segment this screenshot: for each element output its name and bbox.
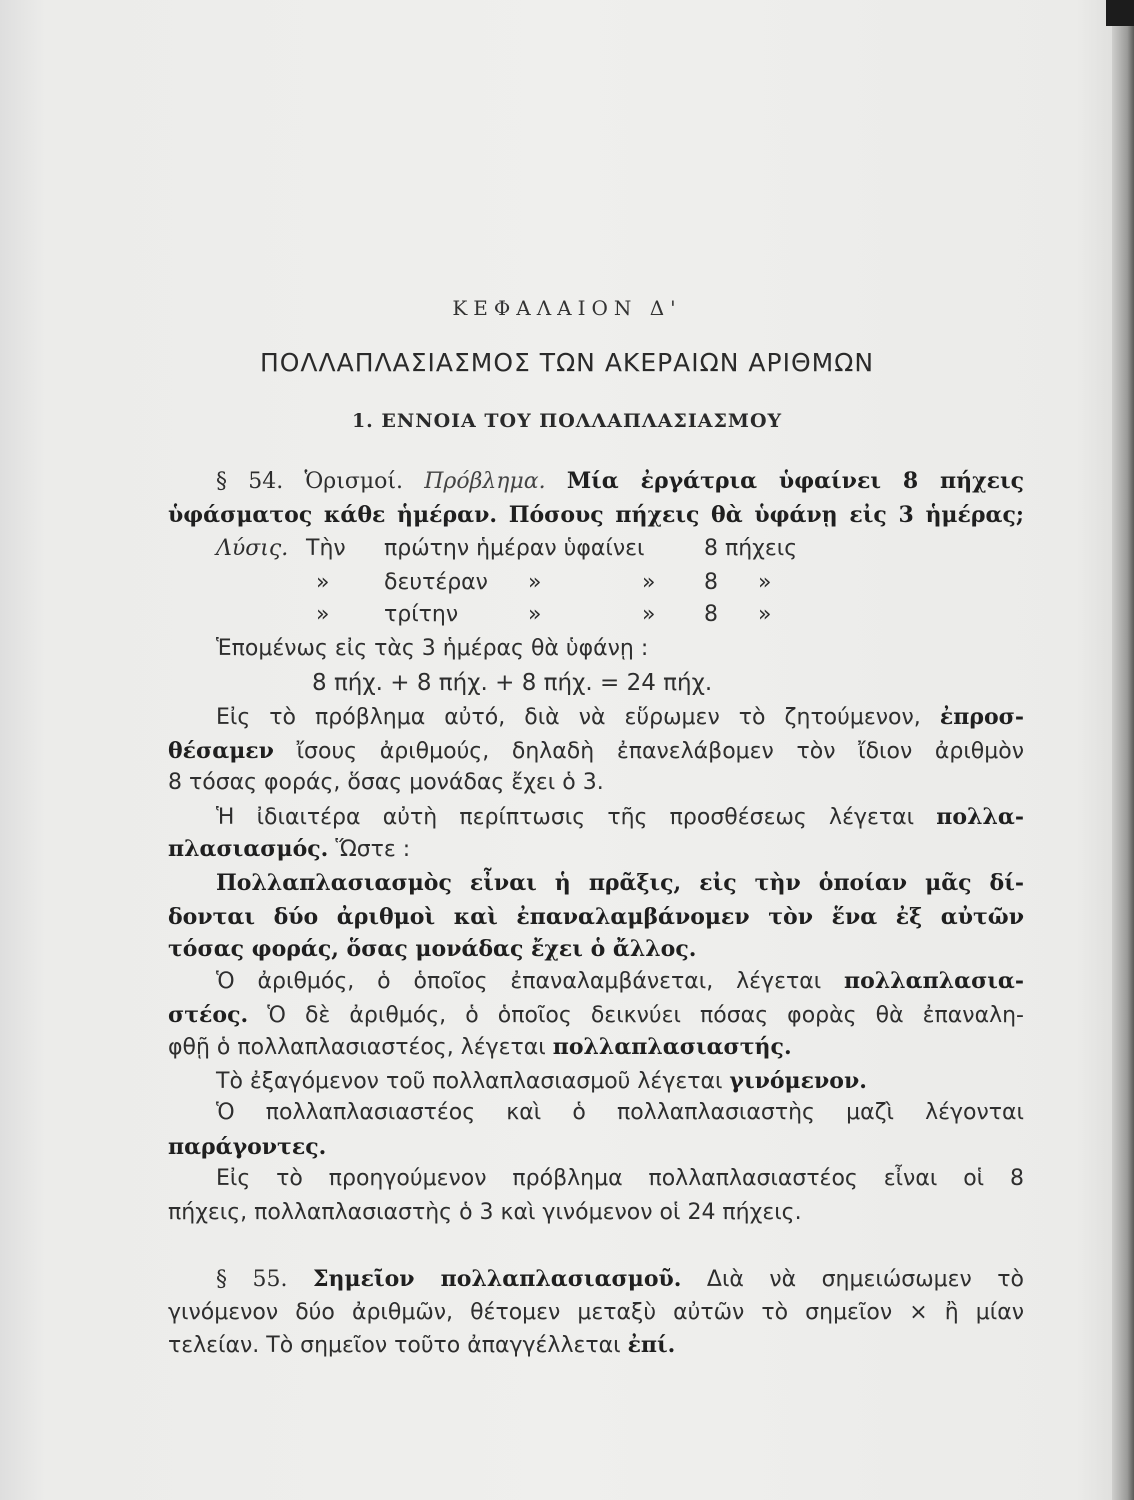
s55-term-times: ἐπί.: [627, 1332, 676, 1358]
p3-text: Ὁ ἀριθμός, ὁ ὁποῖος ἐπαναλαμβάνεται, λέγεται: [216, 969, 822, 994]
solution-row-1-label: Τὴν: [306, 536, 346, 561]
p3-text: φθῇ ὁ πολλαπλασιαστέος, λέγεται: [168, 1035, 546, 1060]
s54-number: § 54.: [216, 469, 284, 494]
solution-row-2-day: δευτέραν: [384, 570, 488, 595]
p2-term: πολλα-: [936, 804, 1024, 830]
p3-term-multiplicand: πολλαπλασια-: [844, 968, 1024, 994]
paragraph-4: [216, 1066, 1024, 1097]
solution-row-3-amount: 8: [704, 602, 718, 627]
paragraph-3-line-3: [168, 1032, 1024, 1063]
solution-row-2-amount: 8: [704, 570, 718, 595]
chapter-title: ΠΟΛΛΑΠΛΑΣΙΑΣΜΟΣ ΤΩΝ ΑΚΕΡΑΙΩΝ ΑΡΙΘΜΩΝ: [259, 348, 875, 377]
p1-text: Εἰς τὸ πρόβλημα αὐτό, διὰ νὰ εὕρωμεν τὸ ζητούμενον,: [216, 705, 921, 730]
paragraph-1-line-2: [168, 736, 1024, 767]
p1-text: ἴσους ἀριθμούς, δηλαδὴ ἐπανελάβομεν τὸν ἴδιον ἀριθμὸν: [296, 739, 1025, 764]
s55-number: § 55.: [216, 1267, 288, 1292]
solution-row-1-day: πρώτην ἡμέραν ὑφαίνει: [384, 536, 645, 561]
s54-problem-text-2: ὑφάσματος κάθε ἡμέραν. Πόσους πήχεις θὰ ὑφάνῃ εἰς 3 ἡμέρας;: [168, 502, 1024, 528]
ditto-mark: »: [642, 570, 656, 595]
s54-problem-label: Πρόβλημα.: [424, 469, 546, 494]
paragraph-5-line-1: Ὁ πολλαπλασιαστέος καὶ ὁ πολλαπλασιαστὴς μαζὶ λέγονται: [216, 1100, 1024, 1125]
s55-line-3: [168, 1330, 1024, 1361]
p1-term-added-cont: θέσαμεν: [168, 738, 274, 764]
paragraph-2-line-2: [168, 834, 1024, 865]
p4-text: Τὸ ἐξαγόμενον τοῦ πολλαπλασιασμοῦ λέγεται: [216, 1069, 723, 1094]
definition-line-1: Πολλαπλασιασμὸς εἶναι ἡ πρᾶξις, εἰς τὴν ὁποίαν μᾶς δί-: [216, 870, 1024, 896]
s55-text: Διὰ νὰ σημειώσωμεν τὸ: [706, 1267, 1024, 1292]
paragraph-3-line-2: [168, 1000, 1024, 1031]
solution-label: Λύσις.: [216, 536, 289, 561]
ditto-mark: »: [316, 570, 330, 595]
ditto-mark: »: [758, 570, 772, 595]
sum-equation: 8 πήχ. + 8 πήχ. + 8 πήχ. = 24 πήχ.: [312, 670, 713, 696]
ditto-mark: »: [528, 602, 542, 627]
definition-line-2: δονται δύο ἀριθμοὶ καὶ ἐπαναλαμβάνομεν τὸν ἕνα ἐξ αὐτῶν: [168, 904, 1024, 930]
paragraph-5-line-2: παράγοντες.: [168, 1134, 327, 1160]
ditto-mark: »: [758, 602, 772, 627]
solution-row-1-amount: 8 πήχεις: [704, 536, 798, 561]
ditto-mark: »: [642, 602, 656, 627]
section-subtitle: 1. ΕΝΝΟΙΑ ΤΟΥ ΠΟΛΛΑΠΛΑΣΙΑΣΜΟΥ: [351, 410, 783, 432]
ditto-mark: »: [316, 602, 330, 627]
page-binding-edge: [1112, 0, 1134, 1500]
paragraph-6-line-2: πήχεις, πολλαπλασιαστὴς ὁ 3 καὶ γινόμενον οἱ 24 πήχεις.: [168, 1200, 802, 1225]
solution-row-3-day: τρίτην: [384, 602, 459, 627]
s55-text: τελείαν. Τὸ σημεῖον τοῦτο ἀπαγγέλλεται: [168, 1333, 621, 1358]
p3-term-multiplier: πολλαπλασιαστής.: [552, 1034, 792, 1060]
definition-line-3: τόσας φοράς, ὅσας μονάδας ἔχει ὁ ἄλλος.: [168, 936, 697, 962]
s55-line-2: γινόμενον δύο ἀριθμῶν, θέτομεν μεταξὺ αὐτῶν τὸ σημεῖον × ἢ μίαν: [168, 1300, 1024, 1325]
p3-term-multiplicand-cont: στέος.: [168, 1002, 249, 1028]
paragraph-3-line-1: [216, 966, 1024, 997]
s55-heading: Σημεῖον πολλαπλασιασμοῦ.: [312, 1266, 682, 1292]
paragraph-6-line-1: Εἰς τὸ προηγούμενον πρόβλημα πολλαπλασιαστέος εἶναι οἱ 8: [216, 1166, 1024, 1191]
ditto-mark: »: [528, 570, 542, 595]
p4-term-product: γινόμενον.: [729, 1068, 867, 1094]
paragraph-2-line-1: [216, 802, 1024, 833]
paragraph-1-line-1: [216, 702, 1024, 733]
scan-corner-mark: [1106, 0, 1134, 26]
paragraph-1-line-3: 8 τόσας φοράς, ὅσας μονάδας ἔχει ὁ 3.: [168, 770, 604, 795]
s55-heading-line: [216, 1264, 1024, 1295]
s54-problem-text-1: Μία ἐργάτρια ὑφαίνει 8 πήχεις: [566, 468, 1024, 494]
chapter-heading: ΚΕΦΑΛΑΙΟΝ Δ': [452, 296, 682, 320]
p2-term-cont: πλασιασμός.: [168, 836, 329, 862]
p1-term-added: ἐπροσ-: [939, 704, 1024, 730]
s54-heading: Ὁρισμοί.: [304, 469, 404, 494]
p2-text: Ἡ ἰδιαιτέρα αὐτὴ περίπτωσις τῆς προσθέσεως λέγεται: [216, 805, 915, 830]
p2-text: Ὥστε :: [335, 837, 411, 862]
s54-heading-line: [216, 466, 1024, 497]
consequently-line: Ἑπομένως εἰς τὰς 3 ἡμέρας θὰ ὑφάνῃ :: [216, 636, 649, 661]
p3-text: Ὁ δὲ ἀριθμός, ὁ ὁποῖος δεικνύει πόσας φορὰς θὰ ἐπαναλη-: [267, 1003, 1024, 1028]
